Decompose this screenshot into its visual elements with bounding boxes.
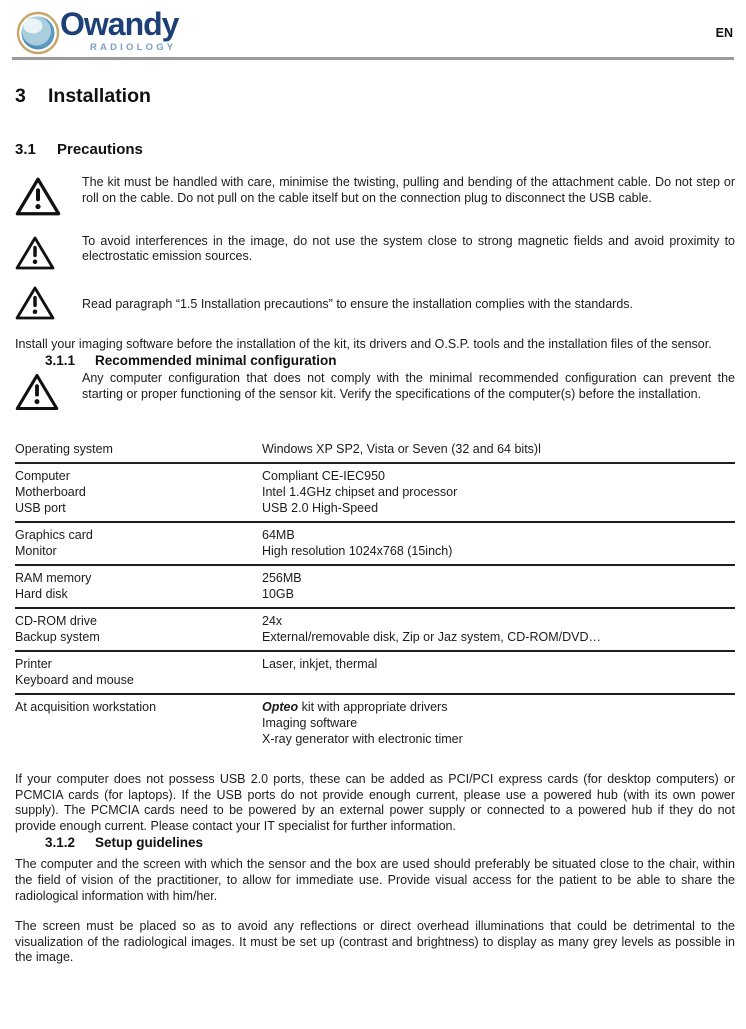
language-code: EN <box>715 26 733 40</box>
product-name-opteo: Opteo <box>262 699 299 714</box>
row-values <box>262 570 735 602</box>
row-labels <box>15 656 262 688</box>
row-labels <box>15 441 262 457</box>
row-values <box>262 656 735 688</box>
row-values <box>262 441 735 457</box>
usb-ports-paragraph: If your computer does not possess USB 2.0 ports, these can be added as PCI/PCI express cards (for desktop computers) or PCMCIA cards (for laptops). If the USB ports do not provide enough current, please use a powered hub (with its own power supply). The PCMCIA cards need to be powered by an external power supply or connected to a powered hub if they do not provide enough current. Please contact your IT specialist for further information. <box>15 771 735 833</box>
table-row <box>15 695 735 752</box>
warning-text: Any computer configuration that does not comply with the minimal recommended configuration can prevent the starting or proper functioning of the sensor kit. Verify the specifications of the computer(s) before the installation. <box>82 371 735 401</box>
spec-value: 24x <box>262 613 283 628</box>
table-row <box>15 523 735 566</box>
row-labels <box>15 527 262 559</box>
spec-label: Operating system <box>15 441 113 456</box>
spec-label: Backup system <box>15 629 100 644</box>
spec-label: Monitor <box>15 543 57 558</box>
warning-cable-handling <box>15 175 735 222</box>
section-label: Precautions <box>57 141 143 158</box>
section-title-precautions <box>15 141 746 159</box>
owandy-logo-icon <box>15 9 62 57</box>
spec-value: 256MB <box>262 570 302 585</box>
subsection-number: 3.1.1 <box>45 353 76 369</box>
warning-read-paragraph <box>15 284 735 326</box>
setup-paragraph-screen: The screen must be placed so as to avoid any reflections or direct overhead illuminations that could be detrimental to the visualization of the radiological images. It must be set up (contrast and brightness) to display as many grey levels as possible in the image. <box>15 919 735 965</box>
spec-value: Imaging software <box>262 715 358 730</box>
row-labels <box>15 468 262 516</box>
warning-triangle-icon <box>15 371 82 417</box>
chapter-number: 3 <box>15 85 26 107</box>
row-values <box>262 527 735 559</box>
spec-label: USB port <box>15 500 66 515</box>
spec-label: RAM memory <box>15 570 92 585</box>
warning-text: The kit must be handled with care, minimise the twisting, pulling and bending of the attachment cable. Do not step or roll on the cable. Do not pull on the cable itself but on the connection plug to disconnect the USB cable. <box>82 175 735 205</box>
minimal-config-table <box>15 437 735 752</box>
table-row <box>15 609 735 652</box>
warning-triangle-icon <box>15 175 82 222</box>
chapter-label: Installation <box>48 85 151 107</box>
warning-triangle-icon <box>15 284 82 326</box>
spec-label: CD-ROM drive <box>15 613 97 628</box>
install-software-note: Install your imaging software before the installation of the kit, its drivers and O.S.P. tools and the installation files of the sensor. <box>15 336 712 351</box>
table-row <box>15 652 735 695</box>
row-values <box>262 699 735 747</box>
row-labels <box>15 613 262 645</box>
warning-triangle-icon <box>15 234 82 276</box>
page-header <box>0 0 746 60</box>
subsection-title-minimal-config <box>45 352 746 369</box>
subsection-number: 3.1.2 <box>45 835 76 851</box>
warning-minimal-config <box>15 371 735 417</box>
warning-magnetic-fields <box>15 234 735 276</box>
spec-label: Graphics card <box>15 527 93 542</box>
spec-label: Keyboard and mouse <box>15 672 134 687</box>
spec-label: Printer <box>15 656 52 671</box>
subsection-title-setup-guidelines <box>45 834 746 851</box>
row-values <box>262 613 735 645</box>
header-divider <box>12 57 734 60</box>
spec-value: Laser, inkjet, thermal <box>262 656 378 671</box>
spec-value: External/removable disk, Zip or Jaz system, CD-ROM/DVD… <box>262 629 601 644</box>
spec-label: Motherboard <box>15 484 86 499</box>
section-number: 3.1 <box>15 141 36 158</box>
subsection-label: Recommended minimal configuration <box>95 353 337 369</box>
subsection-label: Setup guidelines <box>95 835 204 851</box>
chapter-title <box>15 85 746 108</box>
spec-value: 64MB <box>262 527 295 542</box>
spec-value: USB 2.0 High-Speed <box>262 500 379 515</box>
warning-text: Read paragraph “1.5 Installation precautions” to ensure the installation complies with the standards. <box>82 297 634 312</box>
row-labels <box>15 570 262 602</box>
row-labels <box>15 699 262 747</box>
brand-name: Owandy <box>60 6 179 42</box>
spec-value: X-ray generator with electronic timer <box>262 731 463 746</box>
owandy-logo <box>15 8 245 58</box>
table-row <box>15 566 735 609</box>
spec-value: Intel 1.4GHz chipset and processor <box>262 484 458 499</box>
spec-value: Windows XP SP2, Vista or Seven (32 and 64 bits)l <box>262 441 541 456</box>
spec-label: Hard disk <box>15 586 68 601</box>
spec-value: Compliant CE-IEC950 <box>262 468 385 483</box>
spec-value: Opteo kit with appropriate drivers <box>262 699 448 714</box>
row-values <box>262 468 735 516</box>
warning-text: To avoid interferences in the image, do not use the system close to strong magnetic fields and avoid proximity to electrostatic emission sources. <box>82 233 735 264</box>
spec-value: 10GB <box>262 586 294 601</box>
table-row <box>15 464 735 523</box>
spec-label: At acquisition workstation <box>15 699 157 714</box>
brand-subtitle: RADIOLOGY <box>90 42 177 53</box>
table-row <box>15 437 735 464</box>
setup-paragraph-placement: The computer and the screen with which the sensor and the box are used should preferably be situated close to the chair, within the field of vision of the practitioner, to allow for immediate use. Provide visual access for the patient to be able to share the radiological information with him/her. <box>15 857 735 903</box>
spec-label: Computer <box>15 468 70 483</box>
spec-value: High resolution 1024x768 (15inch) <box>262 543 453 558</box>
